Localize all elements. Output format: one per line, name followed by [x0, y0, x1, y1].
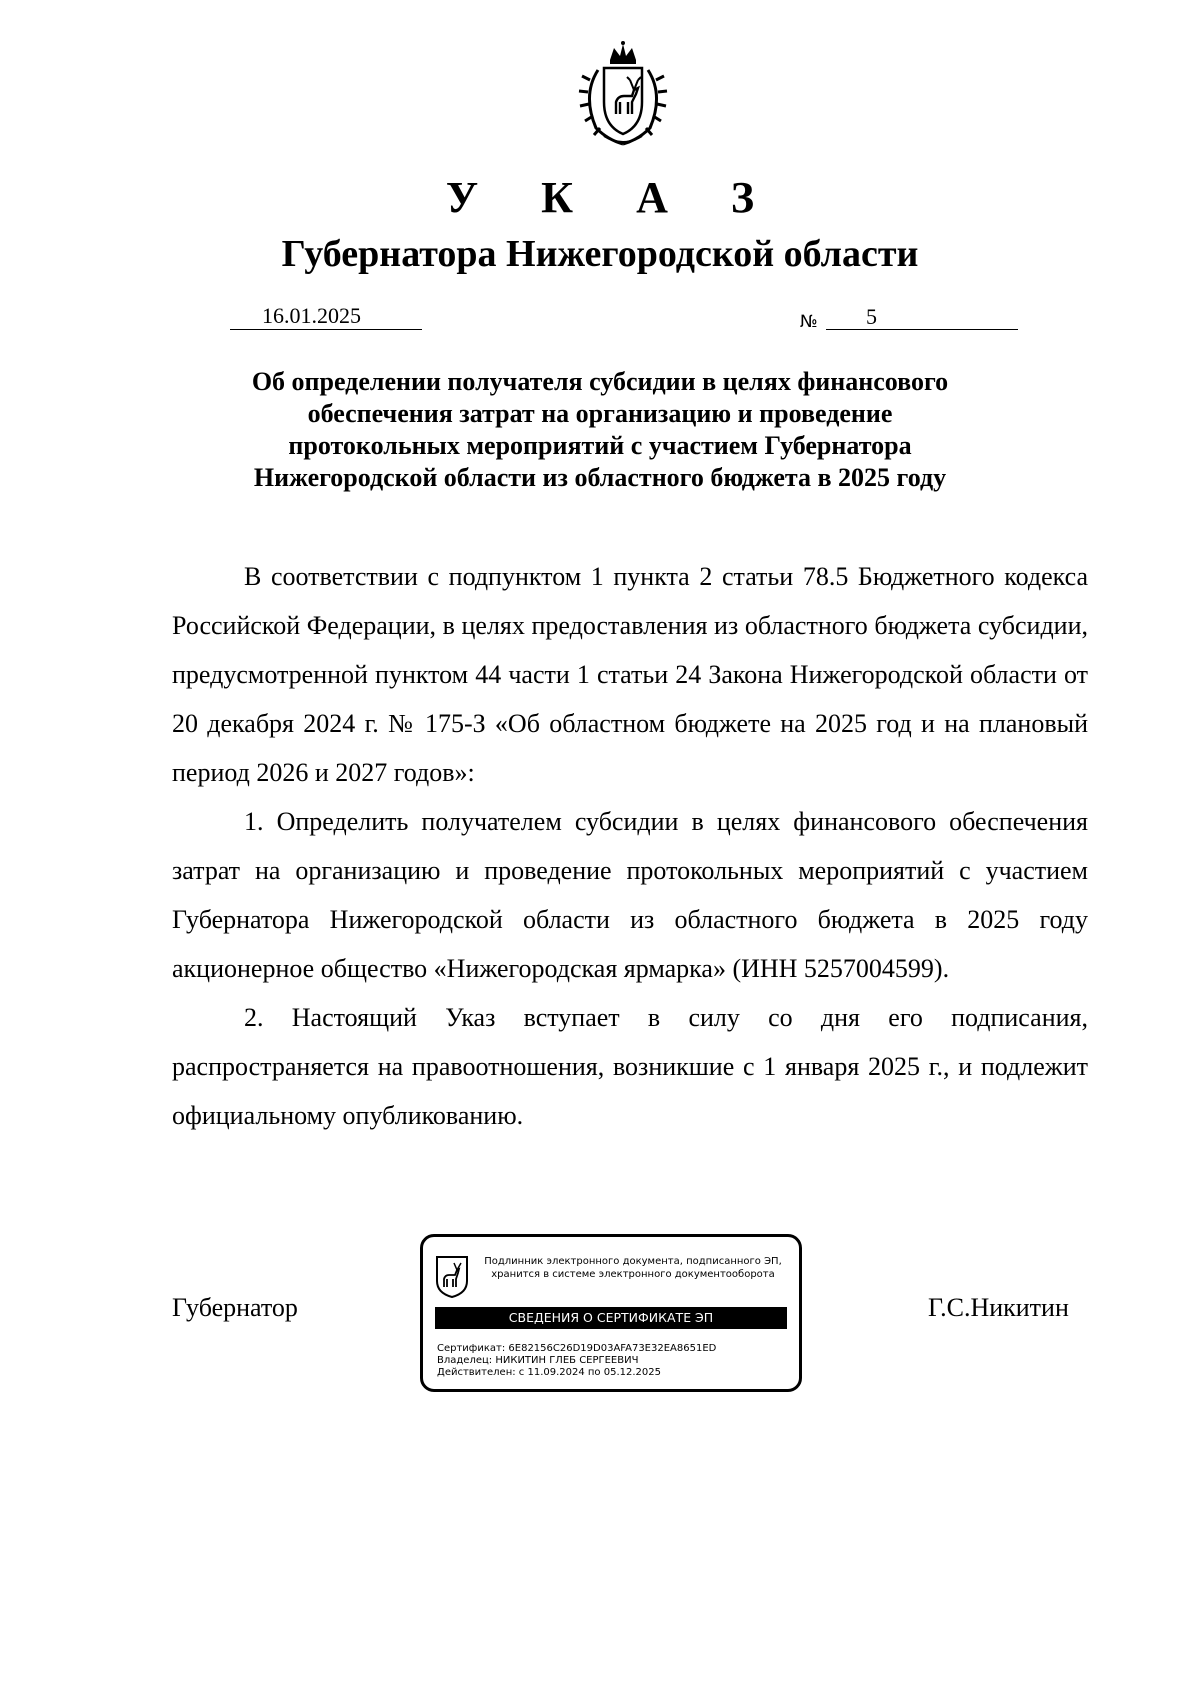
document-type: У К А З [445, 173, 781, 222]
coat-of-arms-icon [568, 40, 678, 150]
subject-line: обеспечения затрат на организацию и проведение [307, 399, 893, 428]
body-paragraph: В соответствии с подпунктом 1 пункта 2 статьи 78.5 Бюджетного кодекса Российской Федерации, в целях предоставления из областного бюджета субсидии, предусмотренной пунктом 44 части 1 статьи 24 Закона Нижегородской области от 20 декабря 2024 г. № 175-З «Об областном бюджете на 2025 год и на плановый период 2026 и 2027 годов»: [172, 562, 1088, 787]
document-date: 16.01.2025 [230, 304, 422, 330]
deer-emblem-icon [435, 1255, 469, 1299]
number-label: № [800, 312, 818, 332]
stamp-header [473, 1255, 793, 1281]
document-issuer: Губернатора Нижегородской области [281, 233, 919, 275]
signatory-title: Губернатор [172, 1293, 298, 1322]
certificate-info-bar: СВЕДЕНИЯ О СЕРТИФИКАТЕ ЭП [435, 1307, 787, 1329]
subject-line: протокольных мероприятий с участием Губернатора [288, 431, 912, 460]
certificate-serial: Сертификат: 6E82156C26D19D03AFA73E32EA8651ED [437, 1343, 717, 1354]
subject-line: Об определении получателя субсидии в целях финансового [251, 367, 949, 396]
document-subject [200, 366, 1000, 494]
document-body [172, 552, 1088, 1140]
certificate-owner: Владелец: НИКИТИН ГЛЕБ СЕРГЕЕВИЧ [437, 1355, 639, 1366]
document-number: 5 [826, 306, 1018, 330]
subject-line: Нижегородской области из областного бюджета в 2025 году [253, 463, 947, 492]
stamp-header-line: Подлинник электронного документа, подписанного ЭП, [484, 1256, 782, 1267]
certificate-details [437, 1343, 716, 1379]
body-paragraph: 2. Настоящий Указ вступает в силу со дня его подписания, распространяется на правоотношения, возникшие с 1 января 2025 г., и подлежит официальному опубликованию. [172, 1003, 1088, 1130]
stamp-header-line: хранится в системе электронного документооборота [491, 1269, 775, 1280]
signatory-name: Г.С.Никитин [928, 1293, 1069, 1322]
certificate-validity: Действителен: с 11.09.2024 по 05.12.2025 [437, 1367, 661, 1378]
electronic-signature-stamp [420, 1234, 802, 1392]
body-paragraph: 1. Определить получателем субсидии в целях финансового обеспечения затрат на организацию и проведение протокольных мероприятий с участием Губернатора Нижегородской области из областного бюджета в 2025 году акционерное общество «Нижегородская ярмарка» (ИНН 5257004599). [172, 807, 1088, 983]
